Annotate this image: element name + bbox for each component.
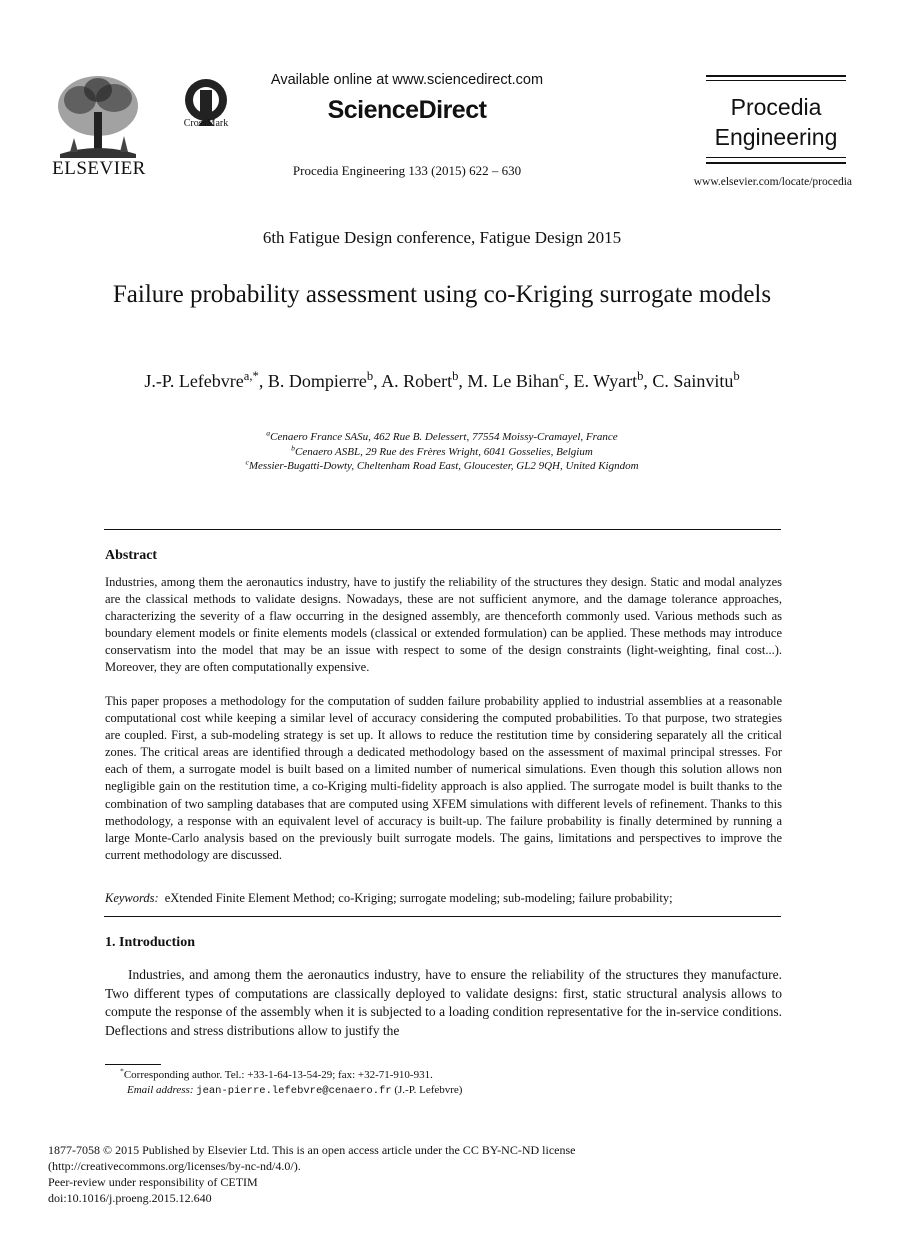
journal-title xyxy=(706,92,846,152)
divider xyxy=(706,75,846,77)
corresponding-author-text: Corresponding author. Tel.: +33-1-64-13-54-29; fax: +32-71-910-931. xyxy=(123,1069,433,1081)
author-affiliation-marker: b xyxy=(452,369,459,383)
author-list: J.-P. Lefebvre$^{a,*}$, B. Dompierre$^b$, A. Robert$^b$, M. Le Bihan$^c$, E. Wyart$^b$, C. Sainvitu$^b$ xyxy=(144,369,740,391)
author-affiliation-marker: b xyxy=(637,369,644,383)
divider xyxy=(104,916,781,917)
affiliation xyxy=(100,459,784,474)
divider xyxy=(706,162,846,164)
divider xyxy=(104,529,781,530)
author-affiliation-marker: b xyxy=(366,369,374,383)
keywords-label: Keywords: xyxy=(105,891,159,905)
divider xyxy=(706,80,846,81)
email-label: Email address: xyxy=(127,1084,194,1096)
affiliation-marker: a xyxy=(266,428,271,438)
section-heading: 1. Introduction xyxy=(105,935,195,950)
corresponding-author-footnote xyxy=(120,1066,433,1081)
footnote-divider xyxy=(105,1064,161,1065)
conference-name: 6th Fatigue Design conference, Fatigue Design 2015 xyxy=(262,228,622,247)
available-online-link[interactable]: Available online at www.sciencedirect.com xyxy=(270,72,544,88)
affiliation-text: Cenaero France SASu, 462 Rue B. Delessert, 77554 Moissy-Cramayel, France xyxy=(270,431,618,443)
author-name: B. Dompierre xyxy=(267,371,367,391)
journal-reference: Procedia Engineering 133 (2015) 622 – 630 xyxy=(292,163,522,178)
crossmark-label: CrossMark xyxy=(183,118,229,129)
affiliation xyxy=(100,442,784,460)
email-address-link[interactable]: jean-pierre.lefebvre@cenaero.fr xyxy=(196,1085,392,1097)
affiliation-marker: b xyxy=(291,442,296,452)
license-link[interactable]: (http://creativecommons.org/licenses/by-nc-nd/4.0/). xyxy=(48,1159,301,1173)
author-affiliation-marker: b xyxy=(733,369,740,383)
sciencedirect-brand: ScienceDirect xyxy=(327,96,487,124)
author-affiliation-marker: a,* xyxy=(243,369,259,383)
publisher-name: ELSEVIER xyxy=(52,158,146,179)
paper-title: Failure probability assessment using co-Kriging surrogate models xyxy=(112,281,772,308)
abstract-paragraph: Industries, among them the aeronautics industry, have to justify the reliability of the structures they design. Static and modal analyzes are the classical methods to validate designs. Nowadays, these are not sufficient anymore, and the damage tolerance approaches, characterizing the severity of a flaw occurring in the designed assembly, are thenceforth commonly used. Various methods such as boundary element models or finite elements models (classical or extended formulation) can be applied. These methods may introduce conservatism into the model that may be an issue with respect to some of the design constraints (light-weighting, final cost...). Moreover, they are often computationally expensive. xyxy=(105,575,782,675)
author-name: C. Sainvitu xyxy=(652,371,734,391)
author-name: A. Robert xyxy=(381,371,453,391)
footnote-marker: * xyxy=(120,1066,124,1076)
author-affiliation-marker: c xyxy=(558,369,565,383)
peer-review-line: Peer-review under responsibility of CETIM xyxy=(48,1175,258,1189)
copyright-block xyxy=(48,1142,748,1206)
doi-link[interactable]: doi:10.1016/j.proeng.2015.12.640 xyxy=(48,1191,212,1205)
abstract-heading: Abstract xyxy=(105,548,158,563)
author-name: J.-P. Lefebvre xyxy=(144,371,244,391)
keywords xyxy=(105,891,782,906)
affiliation-marker: c xyxy=(245,457,249,467)
copyright-line: 1877-7058 © 2015 Published by Elsevier Ltd. This is an open access article under the CC BY-NC-ND license xyxy=(48,1143,576,1157)
divider xyxy=(706,157,846,158)
affiliation-text: Messier-Bugatti-Dowty, Cheltenham Road East, Gloucester, GL2 9QH, United Kigndom xyxy=(248,460,639,472)
journal-title-line1: Procedia xyxy=(730,94,822,120)
body-paragraph: Industries, and among them the aeronautics industry, have to ensure the reliability of the structures they manufacture. Two different types of computations are classically deployed to validate designs: first, static structural analysis allows to compute the response of the assembly when it is subjected to a loading condition representative for the in-service conditions. Deflections and stress distributions allow to justify the xyxy=(105,967,782,1038)
affiliation-text: Cenaero ASBL, 29 Rue des Frères Wright, 6041 Gosselies, Belgium xyxy=(295,445,593,458)
author-name: M. Le Bihan xyxy=(467,371,559,391)
author-name: E. Wyart xyxy=(573,371,638,391)
affiliation-list xyxy=(100,430,784,474)
keywords-text: eXtended Finite Element Method; co-Kriging; surrogate modeling; sub-modeling; failure probability; xyxy=(164,891,673,905)
email-footnote xyxy=(127,1084,462,1097)
journal-title-line2: Engineering xyxy=(714,124,838,150)
journal-url-link[interactable]: www.elsevier.com/locate/procedia xyxy=(693,176,852,188)
affiliation xyxy=(100,430,784,445)
abstract-paragraph: This paper proposes a methodology for the computation of sudden failure probability applied to industrial assemblies at a reasonable computational cost while keeping a similar level of accuracy considering the computed probabilities. To that purpose, two strategies are coupled. First, a sub-modeling strategy is set up. It allows to reduce the restitution time by considering separately all the critical zones. The critical areas are identified through a dedicated methodology based on the assessment of maximal principal stresses. For each of them, a surrogate model is built based on a limited number of numerical simulations. Even though this solution allows non negligible gain on the restitution time, a co-Kriging multi-fidelity approach is also applied. The surrogate model is built thanks to the combination of two sampling databases that are computed using XFEM simulations with different levels of refinement. Thanks to this methodology, a response with an equivalent level of accuracy is built-up. The failure probability is finally determined by running a large Monte-Carlo analysis based on the previously built surrogate models. The gains, limitations and perspectives to improve the current methodology are discussed. xyxy=(105,694,782,862)
email-owner: (J.-P. Lefebvre) xyxy=(394,1084,463,1096)
